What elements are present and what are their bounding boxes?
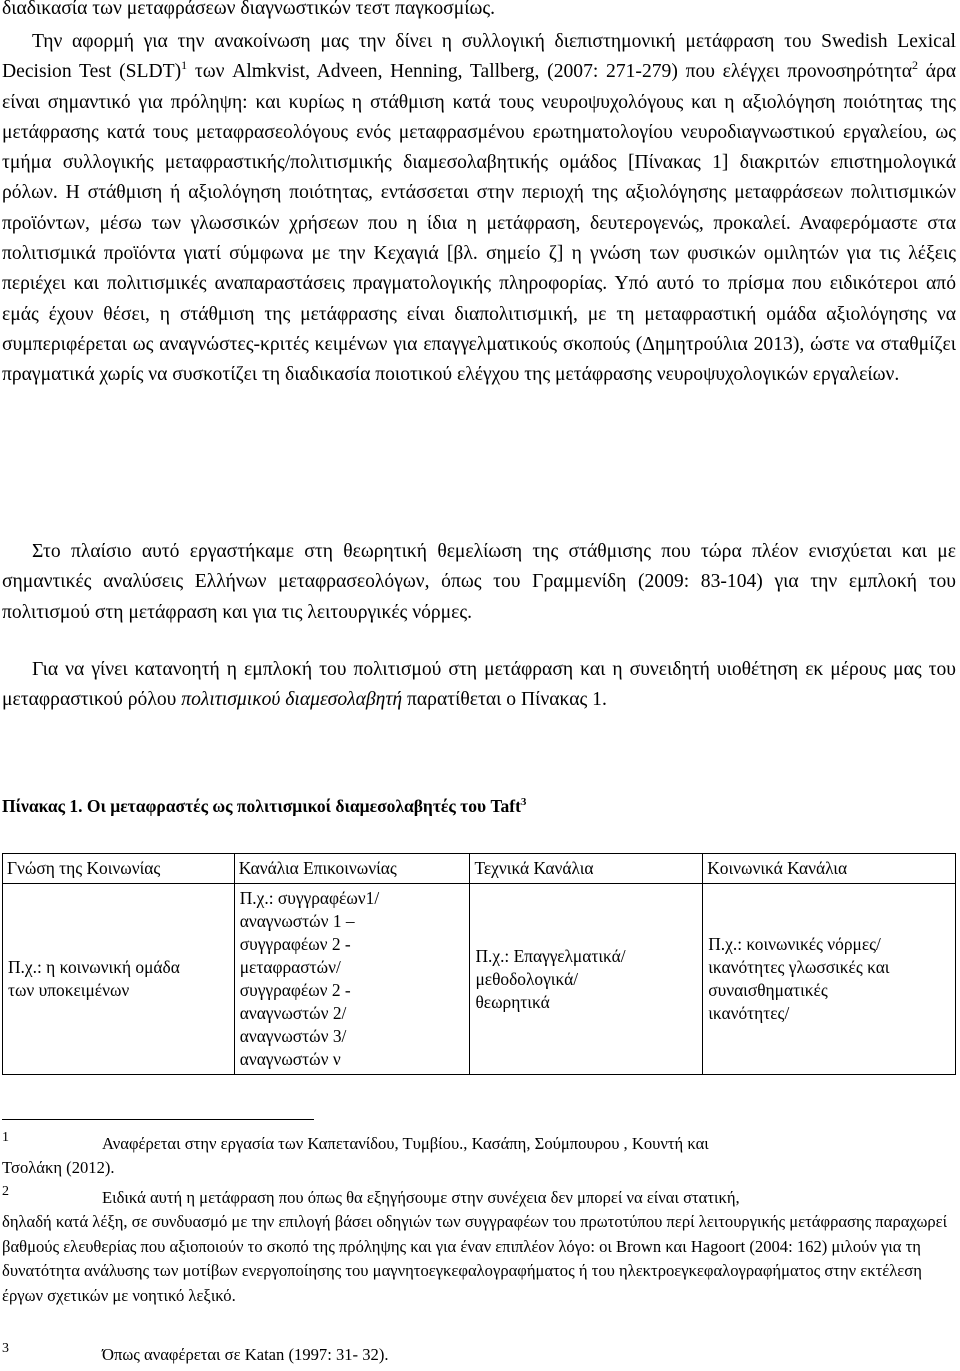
- table-header-cell: Γνώση της Κοινωνίας: [3, 854, 235, 884]
- cell-line: συγγραφέων 2 -: [239, 980, 351, 1000]
- cell-line: αναγνωστών 2/: [239, 1003, 347, 1023]
- footnote-text: Αναφέρεται στην εργασία των Καπετανίδου, Τυμβίου., Κασάπη, Σούμπουρου , Κουντή και: [102, 1134, 709, 1153]
- cell-line: Π.χ.: η κοινωνική ομάδα: [8, 957, 180, 977]
- text-run: των Almkvist, Adveen, Henning, Tallberg, (2007: 271-279) που ελέγχει προνοσηρότητα: [187, 61, 912, 83]
- footnote-ref-1[interactable]: 1: [181, 58, 188, 73]
- paragraph-2: [2, 537, 956, 628]
- cell-line: συναισθηματικές: [708, 980, 828, 1000]
- table-cell: [703, 884, 956, 1075]
- text-run: παρατίθεται ο Πίνακας 1.: [402, 689, 607, 711]
- text-run: διαδικασία των μεταφράσεων διαγνωστικών τεστ παγκοσμίως.: [2, 0, 496, 19]
- footnote-text: Τσολάκη (2012).: [2, 1158, 115, 1178]
- table-cell: [470, 884, 703, 1075]
- cell-line: συγγραφέων 2 -: [239, 934, 351, 954]
- text-run: άρα είναι σημαντικό για πρόληψη: και κυρίως η στάθμιση κατά τους νευροψυχολόγους και η αξιολόγηση ποιότητας της μετάφρασης κατά τους μεταφρασεολόγους ενός μεταφρασμένου ερωτηματολογίου νευροδιαγνωστικού εργαλείου, ως τμήμα συλλογικής μεταφραστικής/πολιτισμικής διαμεσολαβητικής ομάδος [Πίνακας 1] διακριτών επιστημολογικά ρόλων. Η στάθμιση ή αξιολόγηση ποιότητας, εντάσσεται στην περιοχή της αξιολόγησης μεταφράσεων πολιτισμικών προϊόντων, μέσω των γλωσσικών χρήσεων που η ίδια η μετάφραση, δευτερογενώς, προκαλεί. Αναφερόμαστε στα πολιτισμικά προϊόντα γιατί σύμφωνα με την Κεχαγιά [βλ. σημείο ζ] η γνώση των φυσικών ομιλητών για τις λέξεις περιέχει και πολιτισμικές αναπαραστάσεις πραγματολογικής πληροφορίας. Υπό αυτό το πρίσμα που ειδικότεροι από εμάς έχουν θέσει, η στάθμιση της μετάφρασης είναι διαπολιτισμική, με τη μεταφραστική ομάδα αξιολόγησης να συμπεριφέρεται ως αναγνώστες-κριτές κειμένων για επαγγελματικούς σκοπούς (Δημητρούλια 2013), ώστε να σταθμίζει πραγματικά χωρίς να συσκοτίζει τη διαδικασία ποιοτικού ελέγχου της μετάφρασης νευροψυχολογικών εργαλείων.: [2, 61, 956, 386]
- table-header-cell: Τεχνικά Κανάλια: [470, 854, 703, 884]
- body-line-continued: [2, 0, 956, 24]
- footnote-2: [2, 1186, 956, 1308]
- cell-line: Π.χ.: συγγραφέων1/: [239, 888, 380, 908]
- cell-line: αναγνωστών ν: [239, 1049, 341, 1069]
- footnote-ref-3[interactable]: 3: [520, 796, 527, 808]
- cell-line: αναγνωστών 1 –: [239, 911, 355, 931]
- footnote-text: Ειδικά αυτή η μετάφραση που όπως θα εξηγήσουμε στην συνέχεια δεν μπορεί να είναι στατική,: [102, 1188, 740, 1207]
- table-cell: [3, 884, 235, 1075]
- emphasis-text: πολιτισμικού διαμεσολαβητή: [181, 689, 403, 711]
- table-cell: [234, 884, 470, 1075]
- caption-text: Πίνακας 1. Οι μεταφραστές ως πολιτισμικοί διαμεσολαβητές του Taft: [2, 796, 521, 816]
- cell-line: Π.χ.: Επαγγελματικά/: [475, 945, 626, 966]
- cell-line: των υποκειμένων: [8, 980, 130, 1000]
- translators-table: [2, 853, 956, 1075]
- text-run: Για να γίνει κατανοητή η εμπλοκή του πολιτισμού στη μετάφραση και η συνειδητή υιοθέτηση εκ μέρους μας του μεταφραστικού ρόλου: [2, 659, 956, 711]
- footnote-1: [2, 1132, 956, 1181]
- footnote-separator: [2, 1119, 314, 1120]
- footnote-3: [2, 1343, 956, 1369]
- cell-line: Π.χ.: κοινωνικές νόρμες/: [708, 934, 881, 954]
- table-row: [3, 884, 956, 1075]
- footnote-text: Όπως αναφέρεται σε Katan (1997: 31- 32).: [102, 1345, 389, 1364]
- table-caption: [2, 796, 526, 817]
- paragraph-3: [2, 655, 956, 716]
- cell-line: ικανότητες/: [708, 1003, 790, 1023]
- footnote-number: 2: [2, 1184, 9, 1199]
- text-run: Στο πλαίσιο αυτό εργαστήκαμε στη θεωρητική θεμελίωση της στάθμισης που τώρα πλέον ενισχύεται και με σημαντικές αναλύσεις Ελλήνων μεταφρασεολόγων, όπως του Γραμμενίδη (2009: 83-104) για την εμπλοκή του πολιτισμού στη μετάφραση και για τις λειτουργικές νόρμες.: [2, 541, 956, 623]
- footnote-number: 3: [2, 1341, 9, 1356]
- cell-line: ικανότητες γλωσσικές και: [708, 957, 890, 977]
- footnote-number: 1: [2, 1130, 9, 1145]
- paragraph-1: [2, 27, 956, 391]
- footnote-text: δηλαδή κατά λέξη, σε συνδυασμό με την επιλογή βάσει οδηγιών των συγγραφέων του πρωτοτύπου περί λειτουργικής μετάφρασης παραχωρεί βαθμούς ελευθερίας που αξιοποιούν το σκοπό της πρόληψης και για έναν επιπλέον λόγο: οι Brown και Hagoort (2004: 162) μιλούν για τη δυνατότητα ανάλυσης των μοτίβων ενεργοποίησης του μαγνητοεγκεφαλογραφήματος ή του ηλεκτροεγκεφαλογραφήματος στην εκτέλεση έργων σχετικών με νοητικό λεξικό.: [2, 1212, 948, 1305]
- cell-line: θεωρητικά: [475, 991, 550, 1012]
- text-run: Την αφορμή για την ανακοίνωση μας την δίνει η συλλογική διεπιστημονική μετάφραση του Swedish Lexical Decision Test (SLDT): [2, 31, 956, 83]
- cell-line: μεταφραστών/: [239, 957, 341, 977]
- table-header-row: [3, 854, 956, 884]
- cell-line: αναγνωστών 3/: [239, 1026, 347, 1046]
- table-header-cell: Κανάλια Επικοινωνίας: [234, 854, 470, 884]
- table-header-cell: Κοινωνικά Κανάλια: [703, 854, 956, 884]
- footnote-ref-2[interactable]: 2: [911, 58, 918, 73]
- cell-line: μεθοδολογικά/: [475, 968, 579, 989]
